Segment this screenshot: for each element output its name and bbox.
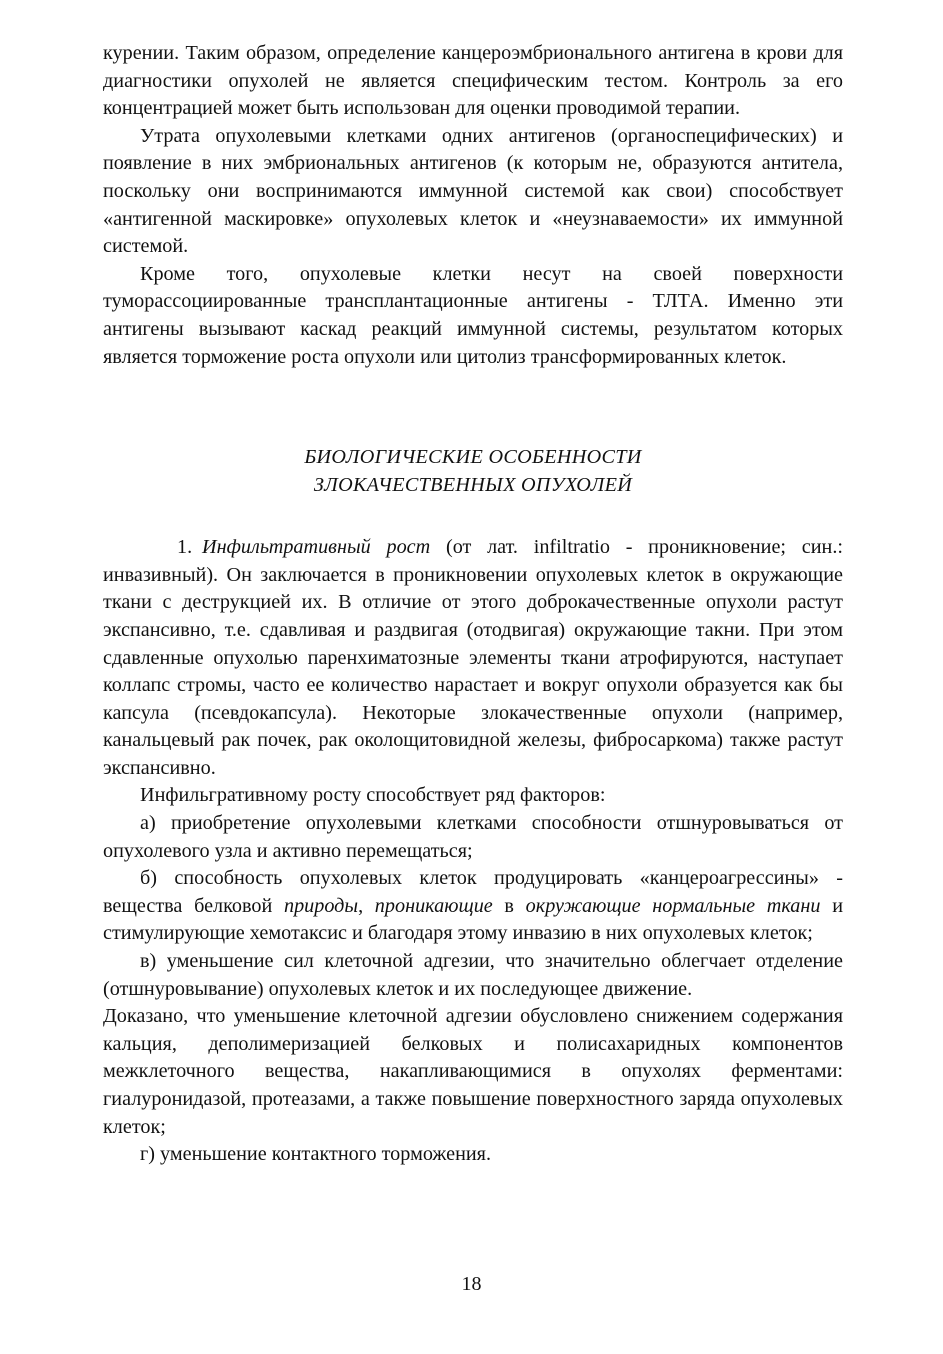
section-heading xyxy=(103,443,843,499)
paragraph-continued: курении. Таким образом, определение канцероэмбрионального антигена в крови для диагностики опухолей не является специфическим тестом. Контроль за его концентрацией может быть использован для оценки проводимой терапии. xyxy=(103,42,843,120)
factor-b-text-3: в xyxy=(492,894,526,917)
paragraph-adhesion-proof: Доказано, что уменьшение клеточной адгезии обусловлено снижением содержания кальция, деполимеризацией белковых и полисахаридных компонентов межклеточного вещества, накапливающимися в опухолях ферментами: гиалуронидазой, протеазами, а также повышение поверхностного заряда опухолевых клеток; xyxy=(103,1005,843,1138)
term-infiltrative-growth: Инфильтративный рост xyxy=(202,536,431,559)
factor-b xyxy=(103,865,843,948)
factor-a: а) приобретение опухолевыми клетками способности отшнуровываться от опухолевого узла и активно перемещаться; xyxy=(103,812,843,862)
factor-d: г) уменьшение контактного торможения. xyxy=(140,1143,492,1166)
factor-b-text-2: , xyxy=(358,894,375,917)
section-heading-line-1: БИОЛОГИЧЕСКИЕ ОСОБЕННОСТИ xyxy=(304,446,642,469)
paragraph-antigen-masking: Утрата опухолевыми клетками одних антигенов (органоспецифических) и появление в них эмбриональных антигенов (к которым не, образуются антитела, поскольку они воспринимаются иммунной системой как свои) способствует «антигенной маскировке» опухолевых клеток и «неузнаваемости» их иммунной системой. xyxy=(103,124,843,258)
paragraph-tlta: Кроме того, опухолевые клетки несут на своей поверхности туморассоциированные трансплантационные антигены - ТЛТА. Именно эти антигены вызывают каскад реакций иммунной системы, результатом которых является торможение роста опухоли или цитолиз трансформированных клеток. xyxy=(103,262,843,368)
paragraph-factors-intro: Инфильгративному росту способствует ряд факторов: xyxy=(140,784,606,807)
factor-b-text-4: и стимулирующие хемотаксис и благодаря этому инвазию в них опухолевых клеток; xyxy=(103,894,843,945)
list-item-number: 1. xyxy=(177,536,193,559)
factor-b-italic-3: окружающие нормальные ткани xyxy=(525,894,821,917)
factor-c: в) уменьшение сил клеточной адгезии, что значительно облегчает отделение (отшнуровывание) опухолевых клеток и их последующее движение. xyxy=(103,950,843,1000)
document-page xyxy=(103,40,843,1169)
factor-b-text-1: б) способность опухолевых клеток продуцировать «канцероагрессины» - вещества белковой xyxy=(103,867,843,917)
factor-b-italic-1: природы xyxy=(283,894,359,917)
list-item-text: (от лат. infiltratio - проникновение; син.: инвазивный). Он заключается в проникновении опухолевых клеток в окружающие ткани с деструкцией их. В отличие от этого доброкачественные опухоли растут экспансивно, т.е. сдавливая и раздвигая (отодвигая) окружающие такни. При этом сдавленные опухолью паренхиматозные элементы ткани атрофируются, наступает коллапс стромы, часто ее количество нарастает и вокруг опухоли образуется как бы капсула (псевдокапсула). Некоторые злокачественные опухоли (например, канальцевый рак почек, рак околощитовидной железы, фибросаркома) также растут экспансивно. xyxy=(103,536,844,779)
list-item-infiltrative-growth xyxy=(103,534,843,782)
section-heading-line-2: ЗЛОКАЧЕСТВЕННЫХ ОПУХОЛЕЙ xyxy=(313,474,633,497)
factor-b-italic-2: проникающие xyxy=(374,894,493,917)
page-number: 18 xyxy=(461,1273,482,1295)
